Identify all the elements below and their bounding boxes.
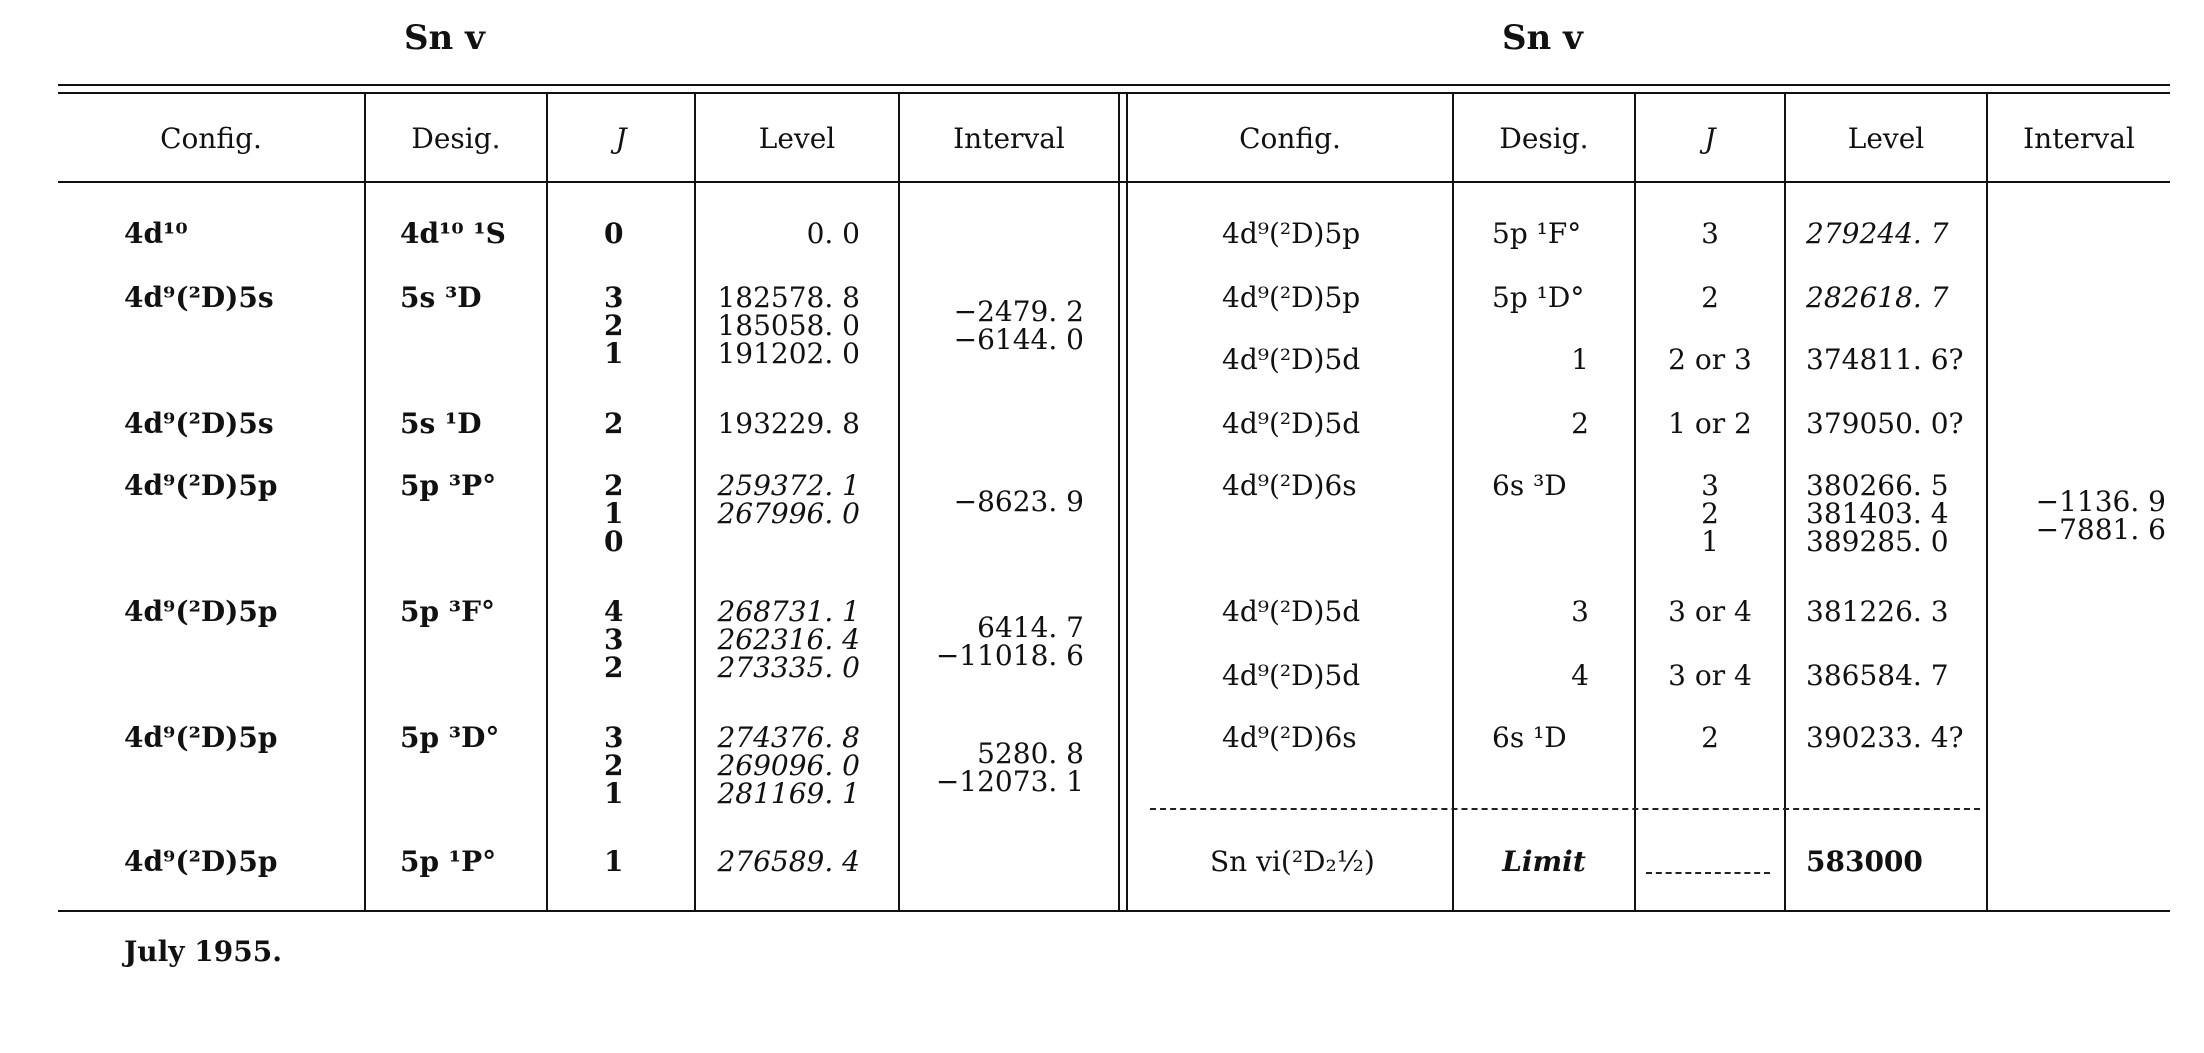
level-cell: 390233. 4? (1806, 721, 1964, 754)
header-interval: Interval (2023, 122, 2135, 155)
col-divider (1452, 94, 1454, 910)
limit-j-dash (1646, 872, 1770, 874)
header-desig: Desig. (1499, 122, 1589, 155)
j-cell: 2 (604, 749, 624, 782)
j-cell: 2 (604, 407, 624, 440)
interval-cell: −6144. 0 (953, 323, 1084, 356)
j-cell: 3 or 4 (1668, 659, 1752, 692)
j-cell: 2 or 3 (1668, 343, 1752, 376)
desig-cell: 5p ³D° (400, 721, 500, 754)
limit-config-cell: Sn vi(²D₂½) (1210, 845, 1375, 878)
j-cell: 2 (604, 469, 624, 502)
desig-cell: 1 (1571, 343, 1589, 376)
desig-cell: 5p ³F° (400, 595, 495, 628)
desig-cell: 5p ¹F° (1492, 217, 1582, 250)
level-cell: 381403. 4 (1806, 497, 1949, 530)
j-cell: 3 (604, 623, 624, 656)
desig-cell: 5s ³D (400, 281, 482, 314)
j-cell: 1 (604, 777, 624, 810)
desig-cell: 5p ¹D° (1492, 281, 1585, 314)
level-cell: 0. 0 (806, 217, 860, 250)
desig-cell: 4 (1571, 659, 1589, 692)
header-level: Level (1847, 122, 1925, 155)
desig-cell: 4d¹⁰ ¹S (400, 217, 506, 250)
interval-cell: −1136. 9 (2035, 485, 2166, 518)
table-double-divider (1126, 94, 1128, 910)
config-cell: 4d⁹(²D)5p (124, 595, 278, 628)
header-config: Config. (160, 122, 262, 155)
config-cell: 4d⁹(²D)6s (1222, 469, 1357, 502)
level-cell: 279244. 7 (1806, 217, 1949, 250)
j-cell: 2 (604, 651, 624, 684)
level-cell: 379050. 0? (1806, 407, 1964, 440)
footer-date: July 1955. (124, 935, 282, 968)
level-cell: 386584. 7 (1806, 659, 1949, 692)
j-cell: 4 (604, 595, 624, 628)
limit-level-cell: 583000 (1806, 845, 1923, 878)
j-cell: 1 (1701, 525, 1719, 558)
config-cell: 4d⁹(²D)5d (1222, 343, 1361, 376)
interval-cell: 6414. 7 (977, 611, 1084, 644)
j-cell: 2 (1701, 497, 1719, 530)
level-cell: 259372. 1 (717, 469, 860, 502)
level-cell: 185058. 0 (717, 309, 860, 342)
header-interval: Interval (953, 122, 1065, 155)
config-cell: 4d⁹(²D)5s (124, 281, 274, 314)
j-cell: 3 (1701, 217, 1719, 250)
config-cell: 4d⁹(²D)5d (1222, 659, 1361, 692)
col-divider (1986, 94, 1988, 910)
j-cell: 1 (604, 845, 624, 878)
limit-separator (1150, 808, 1980, 810)
j-cell: 3 (1701, 469, 1719, 502)
desig-cell: 5p ¹P° (400, 845, 497, 878)
j-cell: 1 (604, 337, 624, 370)
interval-cell: 5280. 8 (977, 737, 1084, 770)
config-cell: 4d⁹(²D)5d (1222, 407, 1361, 440)
top-rule-1 (58, 84, 2170, 86)
level-cell: 374811. 6? (1806, 343, 1964, 376)
header-j: J (615, 122, 627, 155)
level-cell: 381226. 3 (1806, 595, 1949, 628)
desig-cell: 6s ¹D (1492, 721, 1567, 754)
desig-cell: 2 (1571, 407, 1589, 440)
config-cell: 4d⁹(²D)6s (1222, 721, 1357, 754)
config-cell: 4d¹⁰ (124, 217, 188, 250)
bottom-rule (58, 910, 2170, 912)
desig-cell: 5p ³P° (400, 469, 497, 502)
j-cell: 3 (604, 721, 624, 754)
level-cell: 276589. 4 (717, 845, 860, 878)
top-rule-2 (58, 92, 2170, 94)
j-cell: 3 (604, 281, 624, 314)
level-cell: 267996. 0 (717, 497, 860, 530)
j-cell: 3 or 4 (1668, 595, 1752, 628)
right-table-title: Sn v (1502, 18, 1583, 58)
j-cell: 0 (604, 525, 624, 558)
level-cell: 282618. 7 (1806, 281, 1949, 314)
j-cell: 2 (604, 309, 624, 342)
config-cell: 4d⁹(²D)5p (1222, 281, 1361, 314)
config-cell: 4d⁹(²D)5p (124, 469, 278, 502)
level-cell: 182578. 8 (717, 281, 860, 314)
col-divider (694, 94, 696, 910)
left-table-title: Sn v (404, 18, 485, 58)
interval-cell: −8623. 9 (953, 485, 1084, 518)
desig-cell: 3 (1571, 595, 1589, 628)
level-cell: 191202. 0 (717, 337, 860, 370)
header-config: Config. (1239, 122, 1341, 155)
level-cell: 193229. 8 (717, 407, 860, 440)
level-cell: 281169. 1 (717, 777, 860, 810)
col-divider (546, 94, 548, 910)
config-cell: 4d⁹(²D)5d (1222, 595, 1361, 628)
header-rule (58, 181, 2170, 183)
table-double-divider (1118, 94, 1120, 910)
config-cell: 4d⁹(²D)5p (124, 721, 278, 754)
level-cell: 269096. 0 (717, 749, 860, 782)
level-cell: 268731. 1 (717, 595, 860, 628)
j-cell: 1 or 2 (1668, 407, 1752, 440)
desig-cell: 6s ³D (1492, 469, 1567, 502)
config-cell: 4d⁹(²D)5p (124, 845, 278, 878)
header-desig: Desig. (411, 122, 501, 155)
level-cell: 273335. 0 (717, 651, 860, 684)
level-cell: 389285. 0 (1806, 525, 1949, 558)
j-cell: 2 (1701, 721, 1719, 754)
col-divider (1784, 94, 1786, 910)
level-cell: 262316. 4 (717, 623, 860, 656)
interval-cell: −2479. 2 (953, 295, 1084, 328)
interval-cell: −7881. 6 (2035, 513, 2166, 546)
level-cell: 380266. 5 (1806, 469, 1949, 502)
header-j: J (1704, 122, 1716, 155)
j-cell: 2 (1701, 281, 1719, 314)
interval-cell: −11018. 6 (935, 639, 1084, 672)
limit-desig-cell: Limit (1502, 845, 1586, 878)
desig-cell: 5s ¹D (400, 407, 482, 440)
j-cell: 1 (604, 497, 624, 530)
level-cell: 274376. 8 (717, 721, 860, 754)
header-level: Level (758, 122, 836, 155)
config-cell: 4d⁹(²D)5s (124, 407, 274, 440)
j-cell: 0 (604, 217, 624, 250)
interval-cell: −12073. 1 (935, 765, 1084, 798)
col-divider (364, 94, 366, 910)
config-cell: 4d⁹(²D)5p (1222, 217, 1361, 250)
